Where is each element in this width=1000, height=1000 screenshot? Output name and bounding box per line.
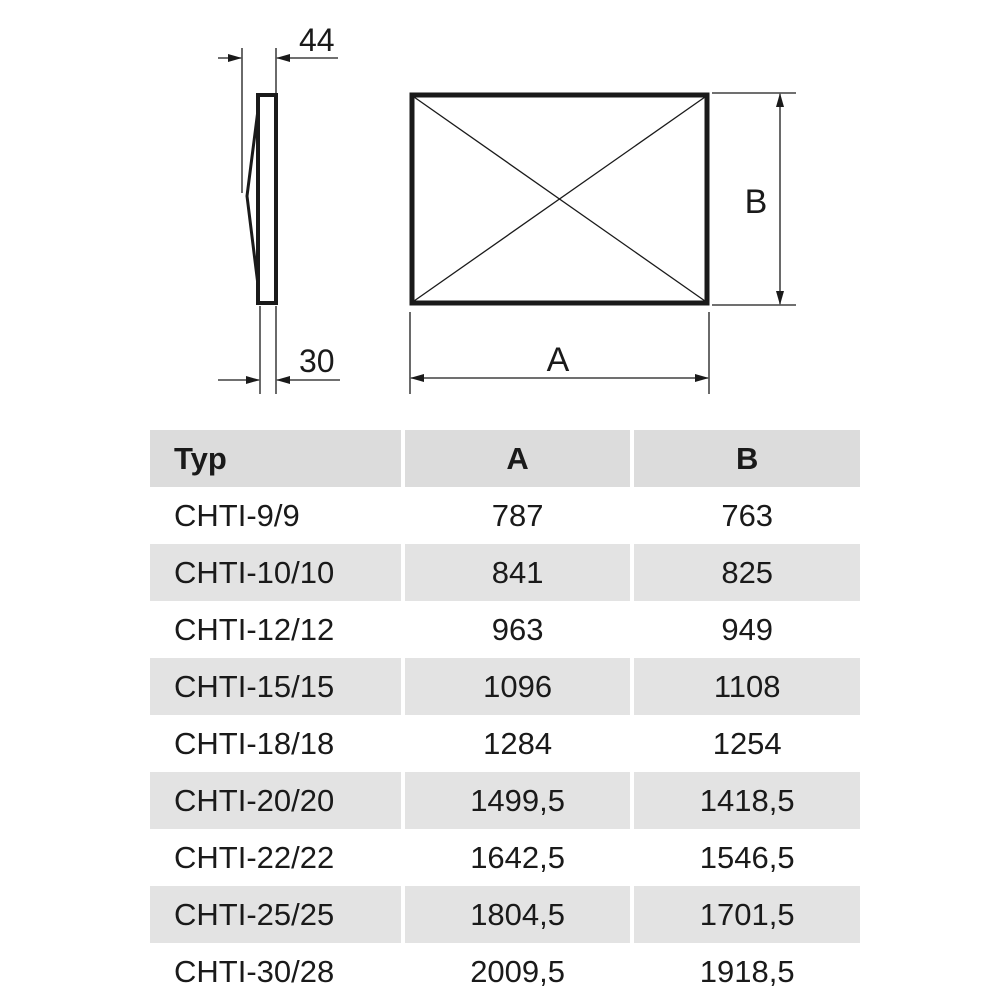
cell-b: 949 (634, 601, 860, 658)
column-header-a: A (405, 430, 631, 487)
cell-a: 1642,5 (405, 829, 631, 886)
table-row (150, 943, 860, 1000)
side-view-panel (258, 95, 276, 303)
width-label: A (546, 341, 570, 379)
table-row (150, 772, 860, 829)
table-row (150, 544, 860, 601)
cell-typ: CHTI-22/22 (150, 829, 401, 886)
cell-a: 841 (405, 544, 631, 601)
cell-typ: CHTI-10/10 (150, 544, 401, 601)
cell-b: 1418,5 (634, 772, 860, 829)
height-label: B (744, 183, 768, 221)
cell-a: 1804,5 (405, 886, 631, 943)
cell-typ: CHTI-18/18 (150, 715, 401, 772)
table-header-row (150, 430, 860, 487)
dimensions-table (146, 430, 864, 1000)
cell-a: 1096 (405, 658, 631, 715)
table-row (150, 601, 860, 658)
cell-typ: CHTI-15/15 (150, 658, 401, 715)
front-view (410, 93, 796, 394)
cell-b: 1701,5 (634, 886, 860, 943)
cell-b: 763 (634, 487, 860, 544)
cell-b: 1254 (634, 715, 860, 772)
cell-b: 825 (634, 544, 860, 601)
table-row (150, 886, 860, 943)
cell-b: 1546,5 (634, 829, 860, 886)
dimensions-table-container (150, 430, 860, 1000)
cell-a: 963 (405, 601, 631, 658)
cell-a: 2009,5 (405, 943, 631, 1000)
cell-b: 1108 (634, 658, 860, 715)
table-row (150, 715, 860, 772)
column-header-typ: Typ (150, 430, 401, 487)
column-header-b: B (634, 430, 860, 487)
side-view (218, 22, 340, 394)
cell-typ: CHTI-20/20 (150, 772, 401, 829)
cell-typ: CHTI-9/9 (150, 487, 401, 544)
cell-a: 787 (405, 487, 631, 544)
cell-a: 1499,5 (405, 772, 631, 829)
table-row (150, 829, 860, 886)
table-row (150, 658, 860, 715)
cell-b: 1918,5 (634, 943, 860, 1000)
technical-drawing (0, 0, 1000, 420)
cell-typ: CHTI-25/25 (150, 886, 401, 943)
cell-a: 1284 (405, 715, 631, 772)
cell-typ: CHTI-30/28 (150, 943, 401, 1000)
thickness-bottom-label: 30 (299, 343, 335, 379)
thickness-top-label: 44 (299, 22, 335, 58)
table-row (150, 487, 860, 544)
cell-typ: CHTI-12/12 (150, 601, 401, 658)
